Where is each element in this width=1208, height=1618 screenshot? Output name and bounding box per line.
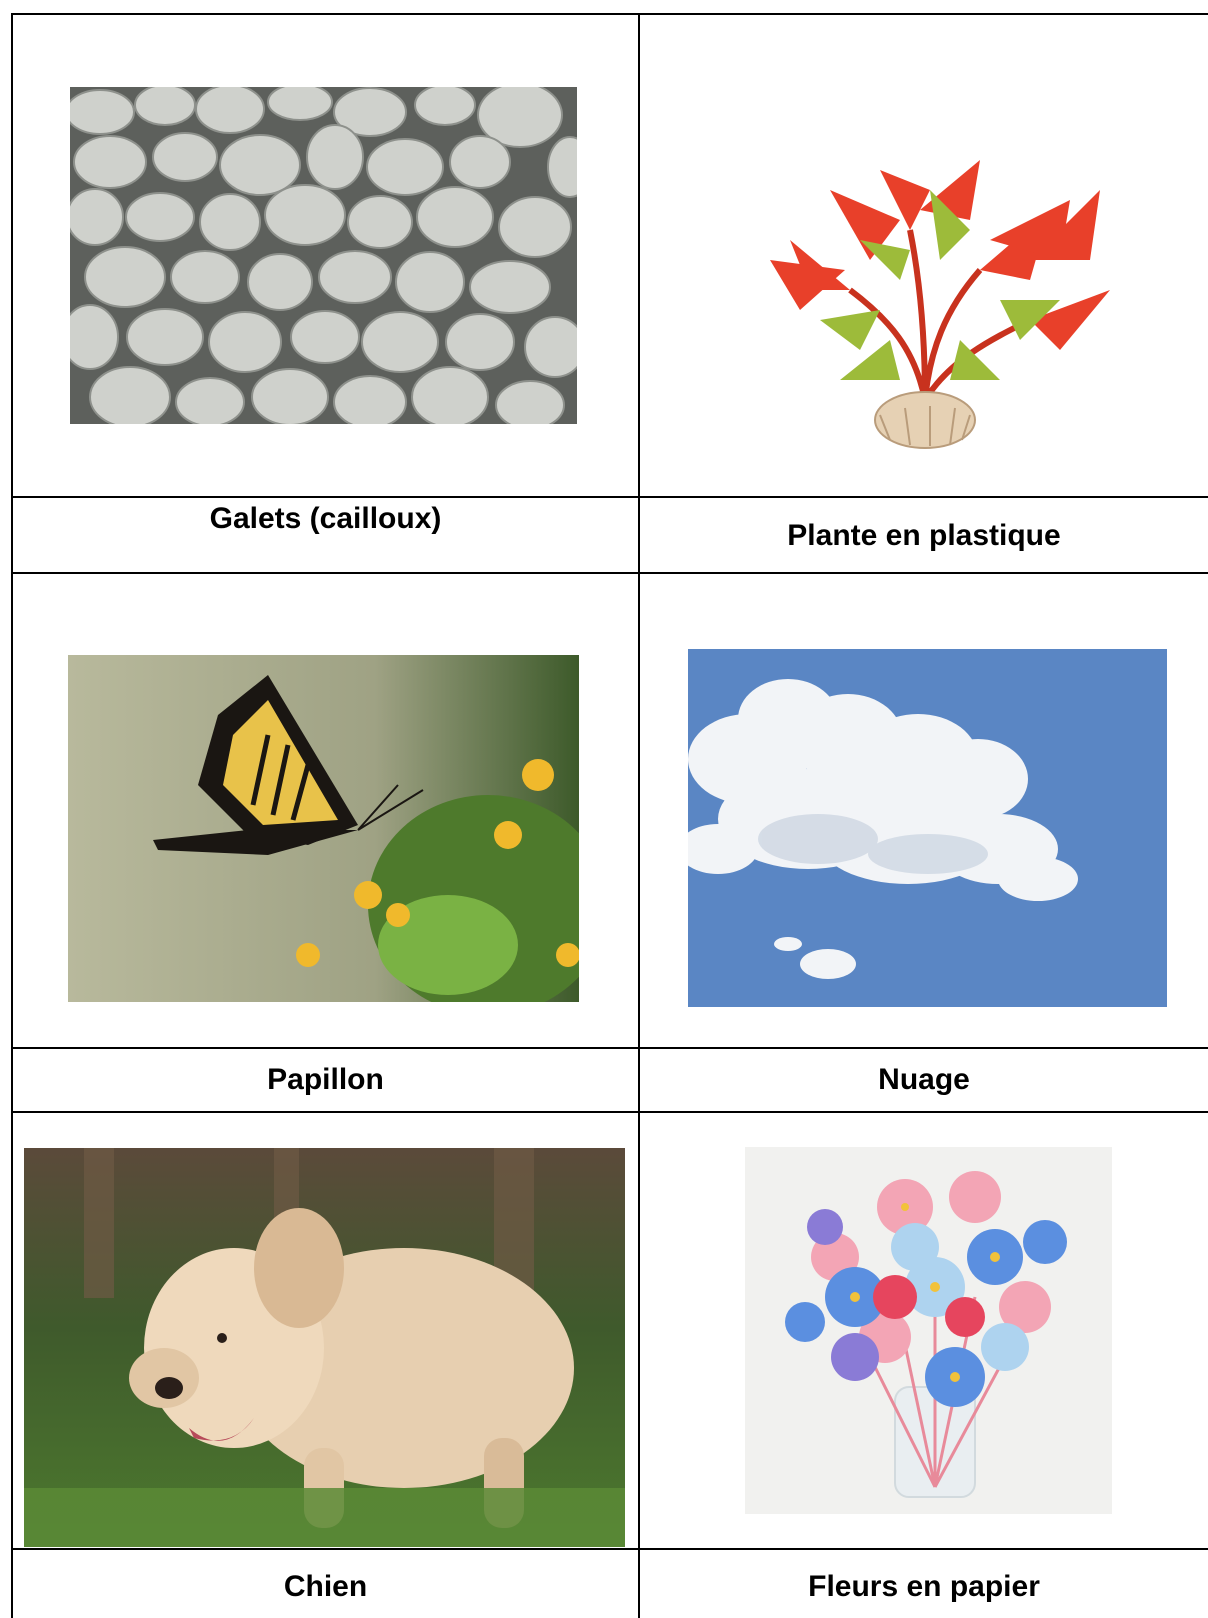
- row-divider: [11, 1548, 1208, 1550]
- puppy-photo: [24, 1148, 625, 1547]
- cell-label-cloud: Nuage: [878, 1063, 970, 1096]
- column-divider: [638, 13, 640, 1618]
- cell-label-paper-flowers: Fleurs en papier: [808, 1570, 1040, 1603]
- plastic-plant-photo: [730, 150, 1120, 460]
- butterfly-photo: [68, 655, 579, 1002]
- row-divider: [11, 1047, 1208, 1049]
- cell-label-plastic-plant: Plante en plastique: [787, 519, 1061, 552]
- row-divider: [11, 1111, 1208, 1113]
- cell-label-dog: Chien: [283, 1570, 368, 1603]
- cloud-photo: [688, 649, 1167, 1007]
- row-divider: [11, 496, 1208, 498]
- pebbles-photo: [70, 87, 577, 424]
- cell-label-butterfly: Papillon: [267, 1063, 384, 1096]
- row-divider: [11, 572, 1208, 574]
- cell-label-pebbles: Galets (cailloux): [209, 502, 442, 535]
- paper-flowers-photo: [745, 1147, 1112, 1514]
